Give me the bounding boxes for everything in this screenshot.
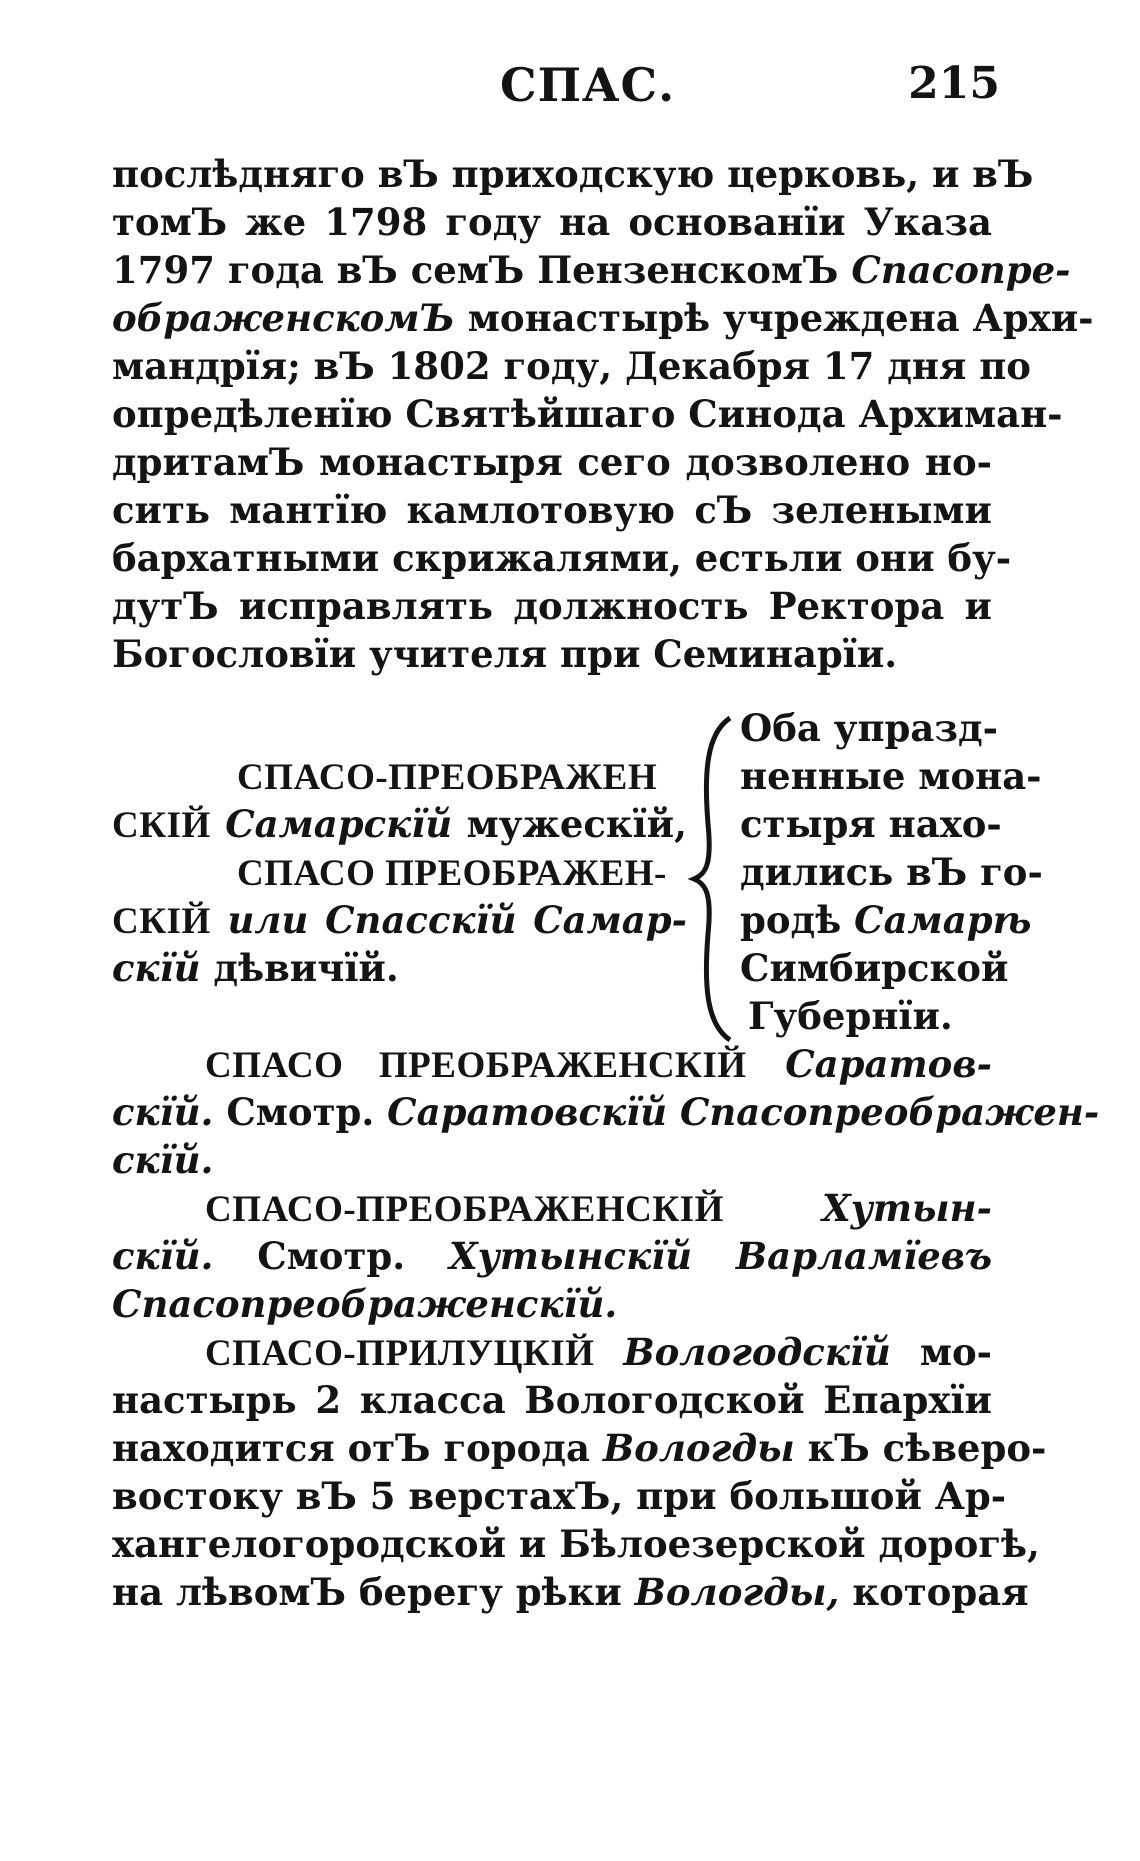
text-line: мандрїя; вЪ 1802 году, Декабря 17 дня по [112,344,1031,388]
text-line: дились вЪ го- [740,850,1043,894]
text-run: монастырѣ учреждена Архи- [467,296,1094,340]
italic-name: Спасопре- [851,248,1071,292]
text-line: Симбирской [740,946,1009,990]
text-line: томЪ же 1798 году на основанїи Указа [112,200,992,244]
text-line: дритамЪ монастыря сего дозволено но- [112,440,992,484]
text-line: настырь 2 класса Вологодской Епархїи [112,1378,992,1422]
entry-heading: СПАСО ПРЕОБРАЖЕНСКІЙ Саратов- [205,1042,992,1086]
text-line [112,294,1094,342]
entry-heading: СПАСО-ПРЕОБРАЖЕНСКІЙ Хутын- [205,1186,992,1230]
text-line: востоку вЪ 5 верстахЪ, при большой Ар- [112,1474,1007,1518]
text-line: хангелогородской и Бѣлоезерской дорогѣ, [112,1522,1040,1566]
text-line: опредѣленїю Святѣйшаго Синода Архиман- [112,392,1063,436]
text-line: бархатными скрижалями, естьли они бу- [112,536,1012,580]
page-header [110,58,1000,118]
text-line: стыря нахо- [740,802,1002,846]
text-line: Губернїи. [748,994,953,1038]
running-head: СПАС. [500,58,676,112]
text-line: СКІЙ Самарскїй мужескїй, [112,802,687,846]
curly-brace-icon [686,714,738,1044]
text-run: 1797 года вЪ семЪ ПензенскомЪ [112,248,839,292]
entry-heading: СПАСО ПРЕОБРАЖЕН- [237,853,667,894]
text-line: на лѣвомЪ берегу рѣки Вологды, которая [112,1570,1029,1614]
text-line: родѣ Самарѣ [740,898,1032,942]
text-line [112,246,1071,294]
entry-name: СПАСО ПРЕОБРАЖЕНСКІЙ [205,1045,747,1086]
page-number: 215 [908,58,1000,109]
text-line: находится отЪ города Вологды кЪ сѣверо- [112,1426,1047,1470]
italic-name: ображенскомЪ [112,296,455,340]
text-line: сить мантїю камлотовую сЪ зелеными [112,488,992,532]
entry-heading: СПАСО-ПРЕОБРАЖЕН [237,757,658,798]
text-line: скїй. [112,1138,214,1182]
text-line: скїй дѣвичїй. [112,946,399,990]
text-line: Оба упразд- [740,706,999,750]
text-line: ненные мона- [740,754,1042,798]
text-line: скїй. Смотр. Саратовскїй Спасопреображен- [112,1090,1100,1134]
text-line: СКІЙ или Спасскїй Самар- [112,898,687,942]
entry-name: СПАСО-ПРЕОБРАЖЕНСКІЙ [205,1189,724,1230]
text-line: послѣдняго вЪ приходскую церковь, и вЪ [112,152,1034,196]
entry-heading: СПАСО-ПРИЛУЦКІЙ Вологодскїй мо- [205,1330,992,1374]
text-line: дутЪ исправлять должность Ректора и [112,584,992,628]
entry-name: СПАСО-ПРИЛУЦКІЙ [205,1333,595,1374]
text-line: скїй. Смотр. Хутынскїй Варламїевъ [112,1234,992,1278]
text-line: Спасопреображенскїй. [112,1282,618,1326]
text-line: Богословїи учителя при Семинарїи. [112,632,898,676]
